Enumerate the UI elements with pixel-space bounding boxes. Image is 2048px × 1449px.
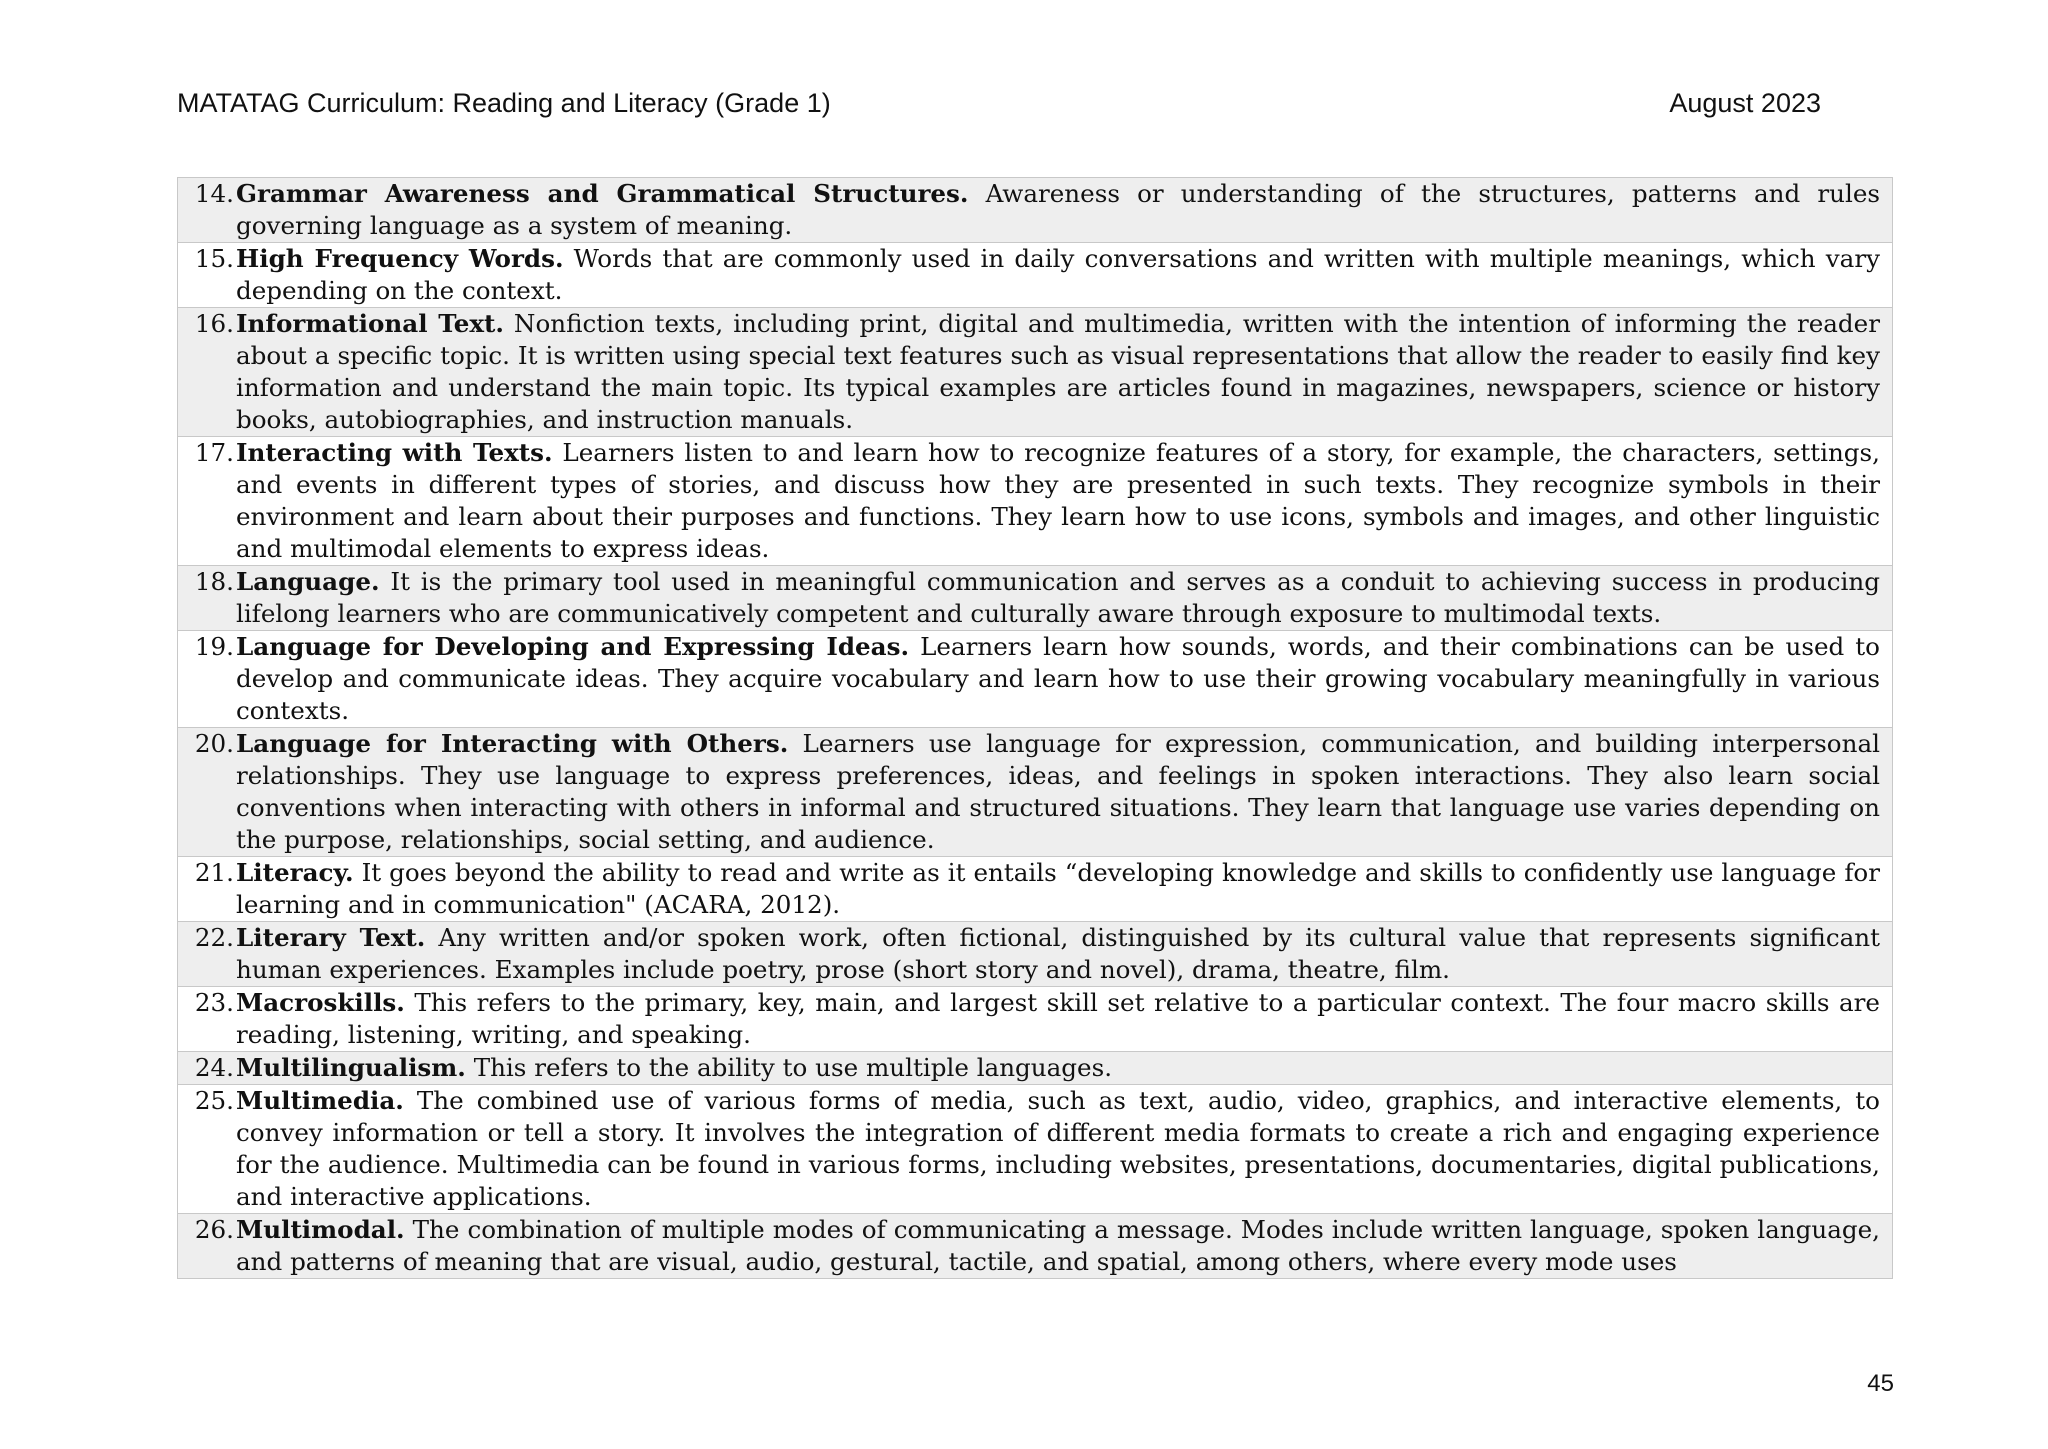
entry-definition: It is the primary tool used in meaningful communication and serves as a conduit to achieving success in producing lifelong learners who are communicatively competent and culturally aware through exposure to multimodal texts. <box>236 567 1880 628</box>
entry-term: Language for Interacting with Others. <box>236 729 789 758</box>
entry-number: 17. <box>194 438 234 467</box>
entry-number: 24. <box>194 1053 234 1082</box>
entry-definition: This refers to the primary, key, main, and largest skill set relative to a particular context. The four macro skills are reading, listening, writing, and speaking. <box>236 988 1880 1049</box>
entry-number: 21. <box>194 858 234 887</box>
entry-term: Language. <box>236 567 380 596</box>
document-title: MATATAG Curriculum: Reading and Literacy (Grade 1) <box>177 88 831 118</box>
entry-number: 22. <box>194 923 234 952</box>
entry-number: 14. <box>194 179 234 208</box>
entry-number: 25. <box>194 1086 234 1115</box>
page-number: 45 <box>1867 1370 1894 1397</box>
glossary-entry <box>177 308 1893 437</box>
glossary-entry <box>177 987 1893 1052</box>
glossary-entry <box>177 1214 1893 1279</box>
entry-definition: This refers to the ability to use multiple languages. <box>473 1053 1113 1082</box>
glossary-table <box>177 177 1893 1279</box>
entry-definition: The combined use of various forms of media, such as text, audio, video, graphics, and interactive elements, to convey information or tell a story. It involves the integration of different media formats to create a rich and engaging experience for the audience. Multimedia can be found in various forms, including websites, presentations, documentaries, digital publications, and interactive applications. <box>236 1086 1880 1211</box>
entry-term: Grammar Awareness and Grammatical Structures. <box>236 179 969 208</box>
entry-term: High Frequency Words. <box>236 244 564 273</box>
entry-number: 26. <box>194 1215 234 1244</box>
glossary-entry <box>177 178 1893 243</box>
entry-number: 15. <box>194 244 234 273</box>
entry-definition: Learners listen to and learn how to recognize features of a story, for example, the characters, settings, and events in different types of stories, and discuss how they are presented in such texts. They recognize symbols in their environment and learn about their purposes and functions. They learn how to use icons, symbols and images, and other linguistic and multimodal elements to express ideas. <box>236 438 1880 563</box>
entry-term: Language for Developing and Expressing Ideas. <box>236 632 910 661</box>
entry-definition: The combination of multiple modes of communicating a message. Modes include written language, spoken language, and patterns of meaning that are visual, audio, gestural, tactile, and spatial, among others, where every mode uses <box>236 1215 1880 1276</box>
glossary-entry <box>177 728 1893 857</box>
page-header <box>177 88 1821 124</box>
entry-term: Literary Text. <box>236 923 426 952</box>
entry-number: 20. <box>194 729 234 758</box>
entry-definition: It goes beyond the ability to read and write as it entails “developing knowledge and skills to confidently use language for learning and in communication" (ACARA, 2012). <box>236 858 1880 919</box>
entry-definition: Awareness or understanding of the structures, patterns and rules governing language as a system of meaning. <box>236 179 1880 240</box>
entry-term: Multilingualism. <box>236 1053 466 1082</box>
glossary-entry <box>177 857 1893 922</box>
glossary-entry <box>177 1052 1893 1085</box>
glossary-entry <box>177 437 1893 566</box>
entry-definition: Learners learn how sounds, words, and their combinations can be used to develop and communicate ideas. They acquire vocabulary and learn how to use their growing vocabulary meaningfully in various contexts. <box>236 632 1880 725</box>
entry-definition: Words that are commonly used in daily conversations and written with multiple meanings, which vary depending on the context. <box>236 244 1880 305</box>
glossary-entry <box>177 631 1893 728</box>
glossary-entry <box>177 566 1893 631</box>
entry-term: Literacy. <box>236 858 354 887</box>
entry-term: Interacting with Texts. <box>236 438 553 467</box>
entry-term: Multimedia. <box>236 1086 404 1115</box>
document-date: August 2023 <box>1669 88 1821 118</box>
entry-definition: Any written and/or spoken work, often fictional, distinguished by its cultural value that represents significant human experiences. Examples include poetry, prose (short story and novel), drama, theatre, film. <box>236 923 1880 984</box>
entry-number: 18. <box>194 567 234 596</box>
glossary-entry <box>177 1085 1893 1214</box>
entry-term: Multimodal. <box>236 1215 405 1244</box>
entry-definition: Nonfiction texts, including print, digital and multimedia, written with the intention of informing the reader about a specific topic. It is written using special text features such as visual representations that allow the reader to easily find key information and understand the main topic. Its typical examples are articles found in magazines, newspapers, science or history books, autobiographies, and instruction manuals. <box>236 309 1880 434</box>
entry-definition: Learners use language for expression, communication, and building interpersonal relationships. They use language to express preferences, ideas, and feelings in spoken interactions. They also learn social conventions when interacting with others in informal and structured situations. They learn that language use varies depending on the purpose, relationships, social setting, and audience. <box>236 729 1880 854</box>
glossary-entry <box>177 922 1893 987</box>
entry-term: Macroskills. <box>236 988 405 1017</box>
glossary-entry <box>177 243 1893 308</box>
entry-term: Informational Text. <box>236 309 504 338</box>
entry-number: 19. <box>194 632 234 661</box>
entry-number: 16. <box>194 309 234 338</box>
entry-number: 23. <box>194 988 234 1017</box>
